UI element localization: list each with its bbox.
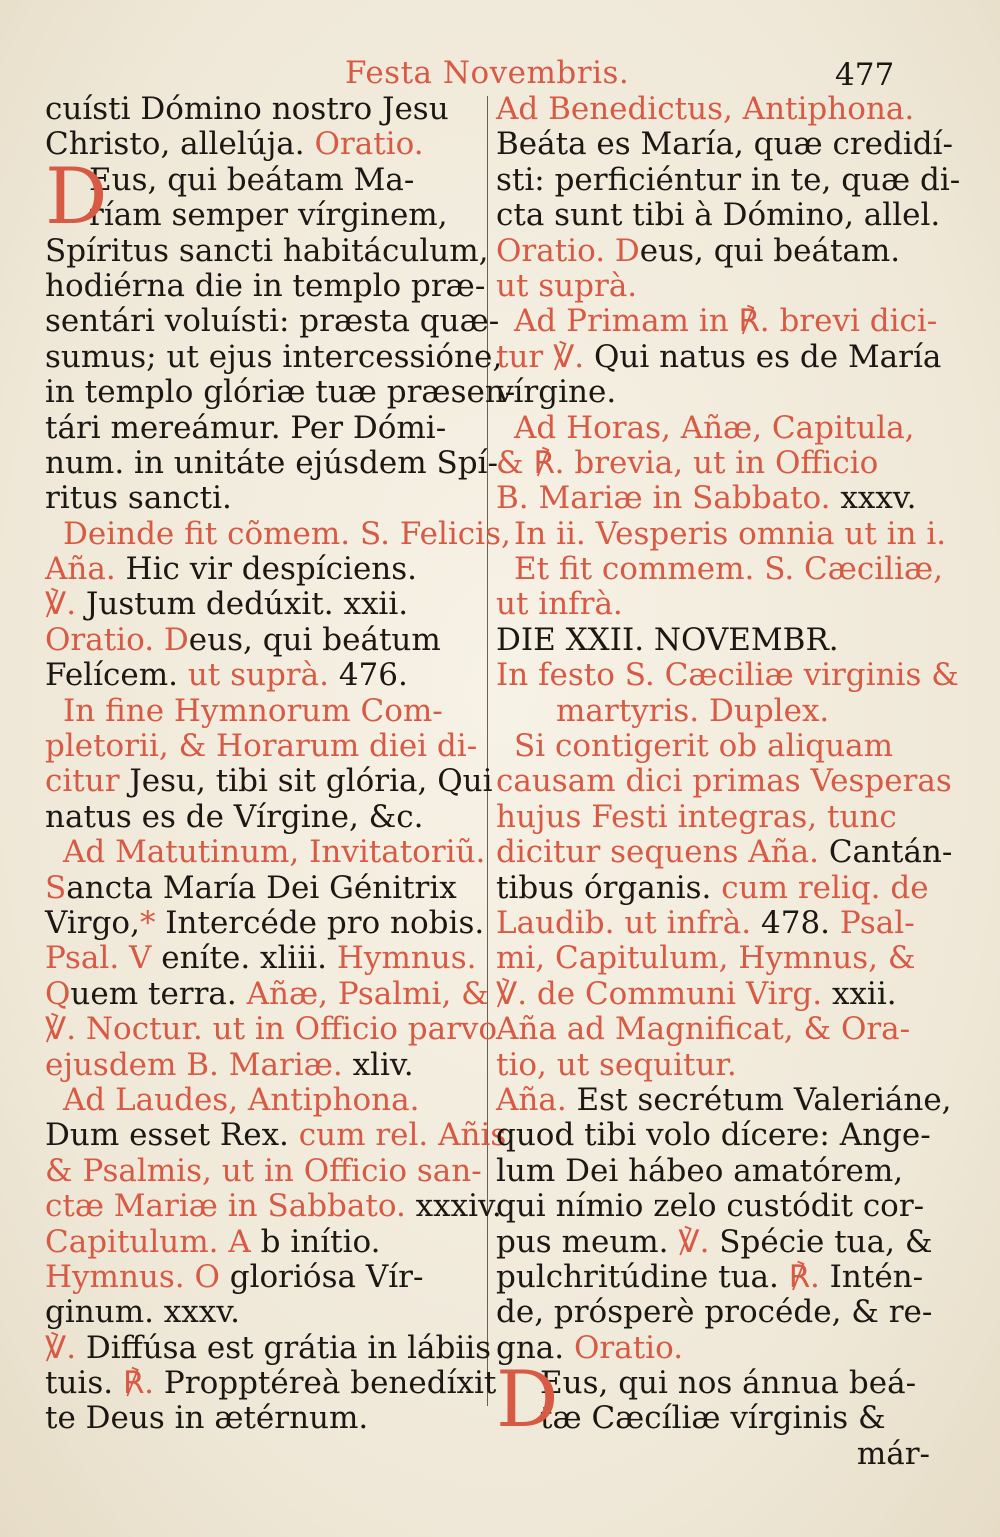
body-text: pus meum.	[496, 1223, 679, 1260]
text-line	[45, 481, 478, 516]
body-text: ríam semper vírginem,	[89, 197, 448, 234]
text-line	[45, 1225, 478, 1260]
text-line	[45, 303, 500, 340]
rubric-text: Ad Benedictus, Antiphona.	[496, 91, 915, 127]
text-line	[45, 763, 493, 800]
text-line	[45, 515, 511, 552]
rubric-text: Ad Laudes, Antiphona.	[63, 1081, 420, 1118]
text-line	[45, 658, 478, 693]
rubric-text: Oratio. D	[496, 232, 640, 269]
text-line	[45, 232, 489, 269]
rubric-text: ℣.	[678, 1223, 710, 1260]
text-line	[45, 1329, 492, 1366]
rubric-text: ℣.	[45, 1329, 77, 1366]
body-text: 478.	[751, 904, 840, 941]
text-line	[45, 941, 478, 976]
rubric-text: Laudib. ut infrà.	[496, 904, 752, 941]
rubric-text: ℣.	[45, 586, 86, 623]
body-text: ancta María Dei Génitrix	[66, 869, 457, 906]
body-text: num. in unitáte ejúsdem Spí-	[45, 444, 498, 481]
running-title: Festa Novembris.	[345, 55, 630, 91]
text-line	[496, 375, 930, 410]
body-text: hodiérna die in templo præ-	[45, 267, 486, 304]
rubric-text: Aña.	[496, 1081, 567, 1118]
body-text: Hic vir despíciens.	[125, 551, 418, 588]
body-text: Spécie tua, &	[709, 1223, 933, 1260]
rubric-text: Q	[45, 975, 71, 1012]
rubric-text: Deinde fit cõmem. S. Felicis,	[63, 515, 511, 552]
rubric-text: ℣. de Communi Virg.	[496, 975, 823, 1012]
text-line	[45, 444, 498, 481]
rubric-text: cum reliq. de	[721, 869, 929, 906]
text-line	[496, 411, 930, 446]
text-line	[45, 800, 478, 835]
body-text: ginum. xxxv.	[45, 1294, 240, 1331]
rubric-text: B. Mariæ in Sabbato.	[496, 480, 831, 517]
rubric-text: pletorii, & Horarum diei di-	[45, 728, 478, 765]
text-line	[45, 1048, 478, 1083]
body-text: tibus órganis.	[496, 869, 722, 906]
drop-capital: D	[496, 1355, 559, 1446]
text-line	[496, 729, 930, 764]
text-line	[45, 975, 489, 1012]
body-text: Jesu, tibi sit glória, Qui	[129, 763, 493, 800]
text-line	[45, 92, 478, 127]
text-line	[496, 161, 961, 198]
text-line	[496, 1331, 930, 1366]
text-line	[496, 1154, 930, 1189]
rubric-text: hujus Festi integras, tunc	[496, 798, 897, 835]
body-text: Qui natus es de María	[584, 338, 942, 375]
body-text: DIE XXII. NOVEMBR.	[496, 621, 839, 658]
text-line	[45, 1401, 478, 1436]
body-text: xxxiv.	[405, 1188, 502, 1225]
text-line	[496, 126, 953, 163]
text-line	[496, 1012, 930, 1047]
text-line	[496, 1223, 933, 1260]
text-line	[496, 834, 953, 871]
text-line	[45, 1295, 478, 1330]
rubric-text: In ii. Vesperis omnia ut in i.	[514, 515, 947, 552]
rubric-text: ut infrà.	[496, 586, 623, 623]
rubric-text: Oratio. D	[45, 621, 189, 658]
text-line	[45, 729, 478, 764]
rubric-text: In fine Hymnorum Com-	[63, 692, 443, 729]
rubric-text: ℣. Noctur. ut in Officio parvo	[45, 1011, 498, 1048]
rubric-text: Oratio.	[574, 1329, 684, 1366]
rubric-text: Añæ, Psalmi, &	[246, 975, 489, 1012]
body-text: Intercéde pro nobis.	[155, 904, 485, 941]
body-text: tuis.	[45, 1365, 123, 1402]
body-text: már-	[856, 1435, 930, 1472]
text-line	[496, 941, 930, 976]
text-line	[45, 1152, 482, 1189]
text-line	[45, 1188, 502, 1225]
rubric-text: In festo S. Cæciliæ virginis &	[496, 657, 959, 694]
rubric-text: ℟.	[788, 1258, 820, 1295]
body-text: qui nímio zelo custódit cor-	[496, 1188, 925, 1225]
body-text: tæ Cæcíliæ vírginis &	[540, 1400, 886, 1437]
body-text: de, prósperè procéde, & re-	[496, 1294, 933, 1331]
body-text: eus, qui beátum	[188, 621, 441, 658]
body-text: natus es de Vírgine, &c.	[45, 798, 424, 835]
text-line	[45, 411, 478, 446]
rubric-text: martyris. Duplex.	[556, 692, 830, 729]
body-text: Intén-	[819, 1258, 924, 1295]
rubric-text: ctæ Mariæ in Sabbato.	[45, 1188, 406, 1225]
text-line	[45, 871, 478, 906]
text-line	[496, 515, 947, 552]
body-text: Diffúsa est grátia in lábiis	[76, 1329, 492, 1366]
text-line	[496, 446, 930, 481]
body-text: 476.	[328, 657, 408, 694]
body-text: Christo, allelúja.	[45, 126, 315, 163]
body-text: quod tibi volo dícere: Ange-	[496, 1117, 931, 1154]
rubric-text: cum rel. Añis	[298, 1117, 507, 1154]
text-line	[496, 871, 930, 906]
rubric-text: Psal-	[839, 904, 915, 941]
body-text: Cantán-	[818, 834, 953, 871]
text-line	[496, 1437, 930, 1472]
rubric-text: *	[139, 904, 156, 941]
body-text: pulchritúdine tua.	[496, 1258, 789, 1295]
text-line	[496, 623, 930, 658]
body-text: Spíritus sancti habitáculum,	[45, 232, 489, 269]
text-line	[496, 1294, 933, 1331]
rubric-text: Psal. V	[45, 940, 152, 977]
text-line	[45, 1260, 478, 1295]
text-line	[496, 1118, 930, 1153]
rubric-text: ejusdem B. Mariæ.	[45, 1046, 343, 1083]
body-text: in templo glóriæ tuæ præsen-	[45, 374, 516, 411]
rubric-text: S	[45, 869, 67, 906]
text-line	[496, 1260, 930, 1295]
rubric-text: tio, ut sequitur.	[496, 1046, 737, 1083]
body-text: Eus, qui nos ánnua beá-	[540, 1365, 917, 1402]
body-text: sumus; ut ejus intercessióne,	[45, 338, 503, 375]
text-line	[496, 303, 938, 340]
body-text: eus, qui beátam.	[639, 232, 901, 269]
text-line	[496, 92, 930, 127]
text-line	[45, 198, 478, 233]
right-column	[496, 91, 961, 1472]
text-line	[496, 657, 959, 694]
body-text: Justum dedúxit. xxii.	[85, 586, 409, 623]
text-line	[45, 587, 478, 622]
rubric-text: & Psalmis, ut in Officio san-	[45, 1152, 482, 1189]
rubric-text: causam dici primas Vesperas	[496, 763, 952, 800]
body-text: gloriósa Vír-	[219, 1258, 424, 1295]
text-line	[45, 694, 478, 729]
rubric-text: mi, Capitulum, Hymnus, &	[496, 940, 916, 977]
body-text: Beáta es María, quæ credidí-	[496, 126, 953, 163]
body-text: Virgo,	[45, 904, 140, 941]
rubric-text: Et fit commem. S. Cæciliæ,	[514, 551, 943, 588]
text-line	[496, 587, 930, 622]
rubric-text: Hymnus. O	[45, 1258, 220, 1295]
body-text: b inítio.	[250, 1223, 381, 1260]
rubric-text: Hymnus.	[336, 940, 477, 977]
text-line	[496, 551, 943, 588]
text-line	[45, 1117, 507, 1154]
body-text: uem terra.	[70, 975, 247, 1012]
rubric-text: Aña ad Magnificat, & Ora-	[496, 1011, 911, 1048]
rubric-text: ℟.	[122, 1365, 155, 1402]
text-line	[45, 834, 486, 871]
rubric-text: ut suprà.	[187, 657, 329, 694]
text-line	[45, 1365, 497, 1402]
page-number: 477	[835, 57, 895, 93]
text-line	[496, 906, 930, 941]
body-text: Dum esset Rex.	[45, 1117, 299, 1154]
text-line	[45, 552, 478, 587]
text-line	[45, 374, 516, 411]
body-text: xxii.	[822, 975, 897, 1012]
body-text: xliv.	[342, 1046, 414, 1083]
text-line	[45, 1011, 498, 1048]
rubric-text: Si contigerit ob aliquam	[514, 728, 893, 765]
drop-capital: D	[45, 151, 108, 242]
text-line	[496, 1048, 930, 1083]
rubric-text: Ad Horas, Añæ, Capitula,	[514, 409, 915, 446]
text-line	[496, 234, 930, 269]
body-text: cuísti Dómino nostro Jesu	[45, 91, 449, 127]
body-text: te Deus in ætérnum.	[45, 1400, 369, 1437]
text-line	[496, 763, 952, 800]
text-line	[45, 267, 486, 304]
text-line	[496, 338, 942, 375]
text-line	[45, 1083, 478, 1118]
text-line	[496, 269, 930, 304]
text-line	[496, 481, 930, 516]
running-head	[0, 55, 1000, 95]
body-text: sentári voluísti: præsta quæ-	[45, 303, 500, 340]
rubric-text: Ad Primam in ℟. brevi dici-	[514, 303, 938, 340]
left-column	[45, 91, 516, 1437]
text-line	[45, 623, 478, 658]
body-text: vírgine.	[496, 374, 617, 411]
body-text: xxxv.	[830, 480, 917, 517]
body-text: Propptéreà benedíxit	[154, 1365, 497, 1402]
body-text: lum Dei hábeo amatórem,	[496, 1152, 904, 1189]
text-line	[45, 338, 503, 375]
text-line	[496, 977, 930, 1012]
body-text: Est secrétum Valeriáne,	[566, 1081, 952, 1118]
body-text: eníte. xliii.	[151, 940, 337, 977]
rubric-text: Capitulum. A	[45, 1223, 251, 1260]
text-line	[45, 904, 485, 941]
body-text: gna.	[496, 1329, 574, 1366]
rubric-text: dicitur sequens Aña.	[496, 834, 819, 871]
body-text: cta sunt tibi à Dómino, allel.	[496, 197, 941, 234]
text-line	[496, 1401, 930, 1436]
body-text: Eus, qui beátam Ma-	[89, 161, 415, 198]
body-text: ritus sancti.	[45, 480, 232, 517]
text-line	[496, 1081, 952, 1118]
rubric-text: tur ℣.	[496, 338, 585, 375]
body-text: tári mereámur. Per Dómi-	[45, 409, 447, 446]
text-line	[496, 1189, 930, 1224]
body-text: Felícem.	[45, 657, 188, 694]
rubric-text: & ℟. brevia, ut in Officio	[496, 444, 879, 481]
rubric-text: ut suprà.	[496, 267, 638, 304]
text-line	[496, 800, 930, 835]
text-line	[496, 694, 930, 729]
text-line	[45, 127, 478, 162]
rubric-text: citur	[45, 763, 130, 800]
rubric-text: Oratio.	[314, 126, 424, 163]
text-line	[496, 197, 941, 234]
rubric-text: Ad Matutinum, Invitatoriũ.	[63, 834, 486, 871]
rubric-text: Aña.	[45, 551, 126, 588]
body-text: sti: perficiéntur in te, quæ di-	[496, 161, 961, 198]
